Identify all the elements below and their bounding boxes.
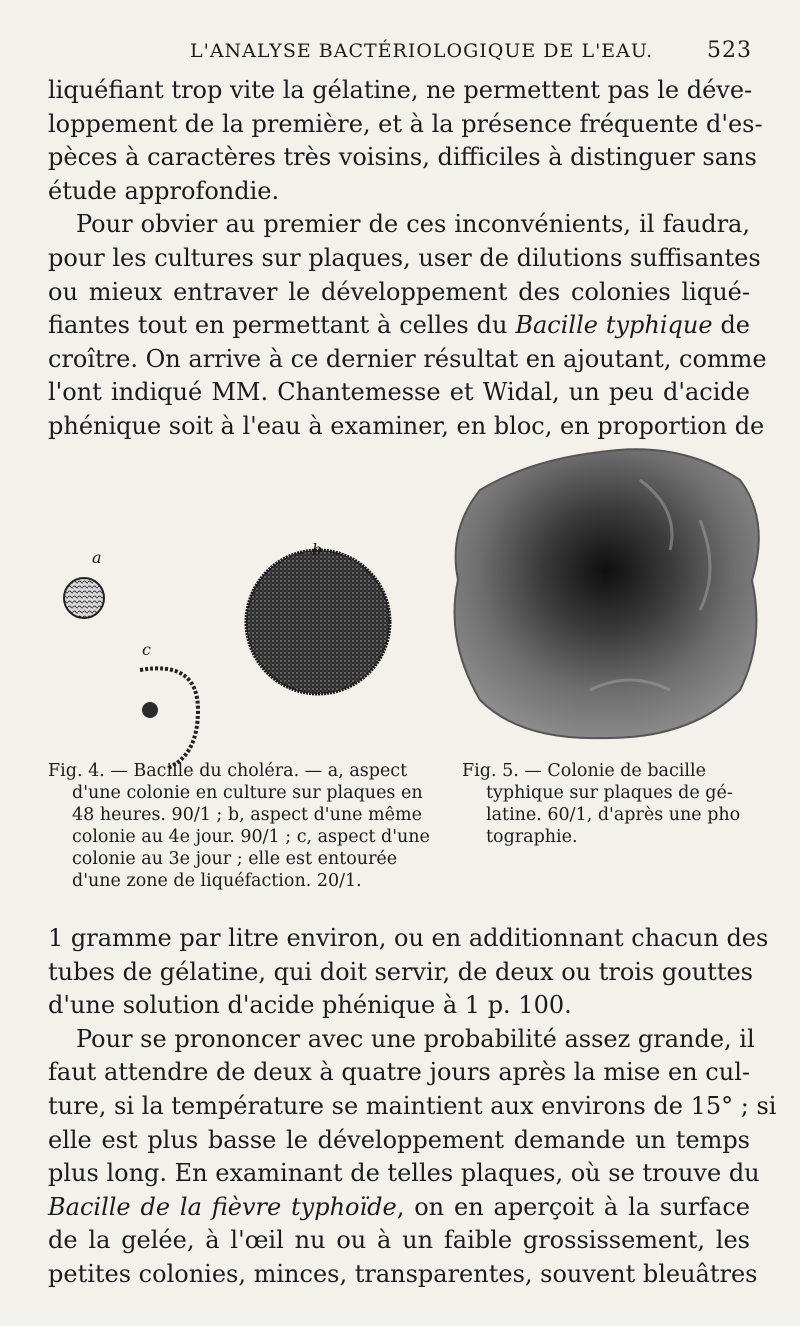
italic-term: Bacille typhique: [515, 311, 713, 340]
text-line: plus long. En examinant de telles plaques, où se trouve du: [48, 1159, 760, 1188]
figure-label-c: c: [142, 640, 151, 659]
caption-line: d'une zone de liquéfaction. 20/1.: [72, 871, 362, 891]
text-line: ture, si la température se maintient aux environs de 15° ; si: [48, 1091, 777, 1120]
text-run: de: [712, 311, 751, 340]
text-line: 1 gramme par litre environ, ou en additionnant chacun des: [48, 924, 769, 952]
caption-fig-4: [48, 760, 440, 892]
caption-line: 48 heures. 90/1 ; b, aspect d'une même: [72, 805, 422, 825]
colony-photo-shape: [454, 449, 758, 738]
text-line: Pour se prononcer avec une probabilité assez grande, il: [76, 1024, 755, 1053]
caption-line: Fig. 4. — Bacille du choléra. — a, aspect: [48, 761, 408, 781]
page-number: 523: [707, 38, 752, 63]
caption-line: colonie au 3e jour ; elle est entourée: [72, 849, 398, 869]
figure-4-drawing: [48, 540, 438, 770]
colony-a-drawing: [64, 578, 104, 618]
paragraph-continued: [48, 922, 769, 1023]
paragraph: [48, 1023, 777, 1292]
text-line: pèces à caractères très voisins, difficiles à distinguer sans: [48, 143, 757, 172]
text-line: de la gelée, à l'œil nu ou à un faible grossissement, les: [48, 1226, 750, 1255]
caption-line: d'une colonie en culture sur plaques en: [72, 783, 423, 803]
text-line: ou mieux entraver le développement des colonies liqué-: [48, 277, 750, 306]
figure-5-photograph: [440, 440, 770, 770]
text-run: , on en aperçoit à la surface: [396, 1192, 751, 1221]
caption-line: Fig. 5. — Colonie de bacille: [462, 761, 706, 781]
caption-line: typhique sur plaques de gé-: [486, 783, 733, 803]
text-line: [48, 1191, 750, 1225]
text-line: elle est plus basse le développement demande un temps: [48, 1125, 750, 1154]
text-line: phénique soit à l'eau à examiner, en bloc, en proportion de: [48, 411, 765, 440]
text-line: d'une solution d'acide phénique à 1 p. 100.: [48, 991, 572, 1020]
figure-label-b: b: [312, 540, 323, 559]
text-line: tubes de gélatine, qui doit servir, de deux ou trois gouttes: [48, 957, 753, 986]
text-line: loppement de la première, et à la présence fréquente d'es-: [48, 109, 763, 138]
caption-line: colonie au 4e jour. 90/1 ; c, aspect d'une: [72, 827, 430, 847]
text-line: Pour obvier au premier de ces inconvénients, il faudra,: [76, 210, 750, 239]
text-line: faut attendre de deux à quatre jours après la mise en cul-: [48, 1058, 750, 1087]
text-line: petites colonies, minces, transparentes, souvent bleuâtres: [48, 1259, 758, 1288]
text-line: [48, 309, 750, 343]
text-line: étude approfondie.: [48, 176, 280, 205]
text-run: fiantes tout en permettant à celles du: [48, 311, 516, 340]
text-line: croître. On arrive à ce dernier résultat en ajoutant, comme: [48, 344, 767, 373]
text-line: liquéfiant trop vite la gélatine, ne permettent pas le déve-: [48, 76, 753, 104]
paragraph-continued: [48, 74, 763, 208]
caption-fig-5: [462, 760, 762, 848]
colony-c-drawing: [142, 702, 158, 718]
paragraph: [48, 208, 767, 443]
figure-4: [48, 540, 438, 770]
running-head: [190, 38, 752, 68]
text-line: pour les cultures sur plaques, user de dilutions suffisantes: [48, 243, 761, 272]
figure-label-a: a: [92, 548, 102, 567]
figure-5: [440, 440, 770, 770]
text-block-top: [48, 74, 767, 444]
caption-line: tographie.: [486, 827, 578, 847]
text-block-bottom: [48, 922, 777, 1292]
caption-line: latine. 60/1, d'après une pho: [486, 805, 741, 825]
liquefaction-zone-drawing: [140, 668, 198, 768]
captions: [48, 760, 760, 900]
running-head-title: L'ANALYSE BACTÉRIOLOGIQUE DE L'EAU.: [190, 40, 654, 62]
figure-area: [48, 440, 768, 780]
colony-b-drawing: [246, 550, 390, 694]
italic-term: Bacille de la fièvre typhoïde: [48, 1192, 397, 1221]
text-line: l'ont indiqué MM. Chantemesse et Widal, un peu d'acide: [48, 378, 750, 407]
